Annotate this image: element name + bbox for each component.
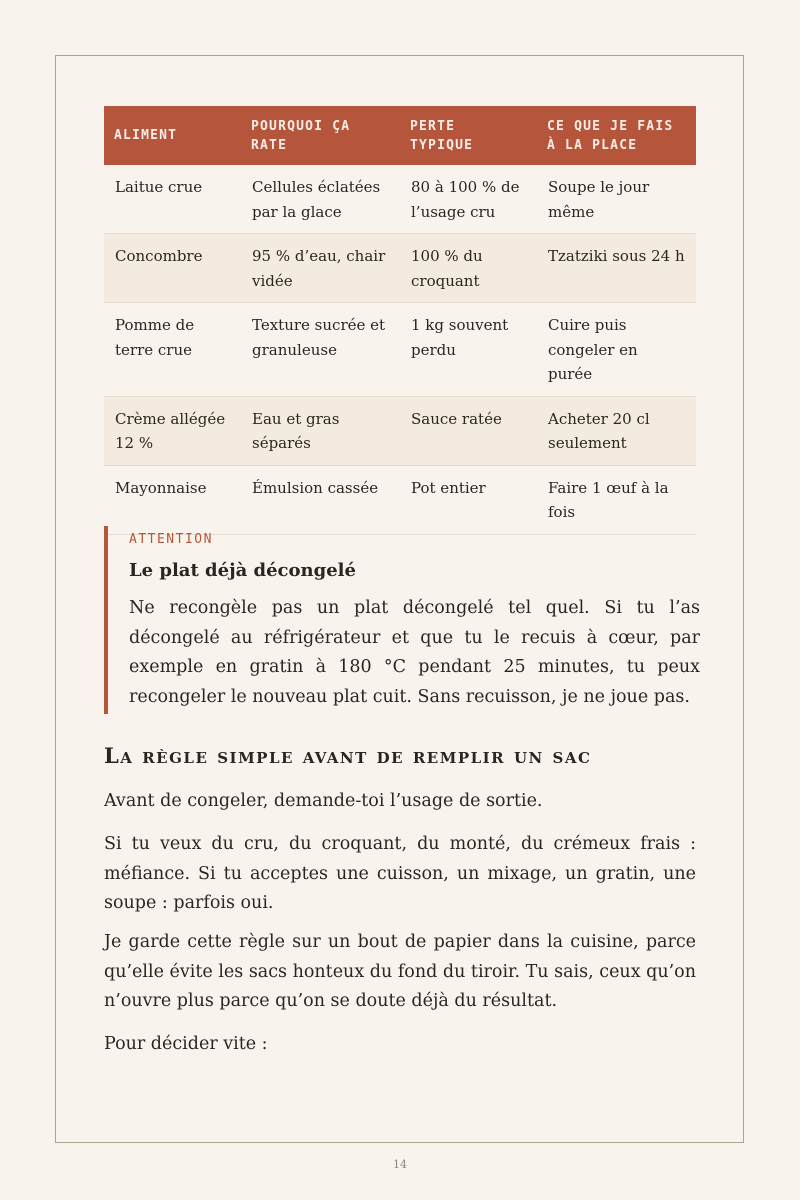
callout-label: ATTENTION [129, 532, 213, 547]
page-content [104, 106, 700, 1054]
cell-pourquoi: Eau et gras séparés [241, 396, 400, 465]
cell-perte: 1 kg souvent perdu [400, 303, 537, 397]
cell-aliment: Pomme de terre crue [104, 303, 241, 397]
cell-pourquoi: Émulsion cassée [241, 465, 400, 534]
header-perte: PERTE TYPIQUE [400, 106, 537, 165]
cell-a-la-place: Acheter 20 cl seulement [537, 396, 696, 465]
cell-pourquoi: 95 % d’eau, chair vidée [241, 234, 400, 303]
cell-aliment: Laitue crue [104, 165, 241, 234]
cell-a-la-place: Soupe le jour même [537, 165, 696, 234]
cell-aliment: Mayonnaise [104, 465, 241, 534]
section-title: La règle simple avant de remplir un sac [104, 743, 592, 768]
paragraph: Pour décider vite : [104, 1034, 268, 1054]
cell-pourquoi: Cellules éclatées par la glace [241, 165, 400, 234]
table-row [104, 396, 696, 465]
freezing-table [104, 106, 696, 535]
header-pourquoi: POURQUOI ÇA RATE [241, 106, 400, 165]
table-row [104, 234, 696, 303]
cell-perte: 80 à 100 % de l’usage cru [400, 165, 537, 234]
cell-perte: 100 % du croquant [400, 234, 537, 303]
paragraph: Avant de congeler, demande-toi l’usage de sortie. [104, 791, 543, 811]
page-number: 14 [393, 1158, 407, 1171]
cell-a-la-place: Cuire puis congeler en purée [537, 303, 696, 397]
header-aliment: ALIMENT [104, 106, 241, 165]
table-row [104, 165, 696, 234]
cell-pourquoi: Texture sucrée et granuleuse [241, 303, 400, 397]
table-header-row [104, 106, 696, 165]
callout-body: Ne recongèle pas un plat décongelé tel quel. Si tu l’as décongelé au réfrigérateur et que tu le recuis à cœur, par exemple en gratin à 180 °C pendant 25 minutes, tu peux recongeler le nouveau plat cuit. Sans recuisson, je ne joue pas. [129, 598, 700, 707]
attention-callout [104, 526, 700, 714]
cell-a-la-place: Faire 1 œuf à la fois [537, 465, 696, 534]
callout-title: Le plat déjà décongelé [129, 560, 356, 581]
cell-aliment: Concombre [104, 234, 241, 303]
cell-aliment: Crème allégée 12 % [104, 396, 241, 465]
paragraph: Si tu veux du cru, du croquant, du monté, du crémeux frais : méfiance. Si tu acceptes une cuisson, un mixage, un gratin, une soupe : parfois oui. [104, 834, 696, 913]
header-a-la-place: CE QUE JE FAIS À LA PLACE [537, 106, 696, 165]
cell-perte: Pot entier [400, 465, 537, 534]
table-row [104, 303, 696, 397]
cell-perte: Sauce ratée [400, 396, 537, 465]
paragraph: Je garde cette règle sur un bout de papier dans la cuisine, parce qu’elle évite les sacs honteux du fond du tiroir. Tu sais, ceux qu’on n’ouvre plus parce qu’on se doute déjà du résultat. [104, 932, 696, 1011]
cell-a-la-place: Tzatziki sous 24 h [537, 234, 696, 303]
table-row [104, 465, 696, 534]
